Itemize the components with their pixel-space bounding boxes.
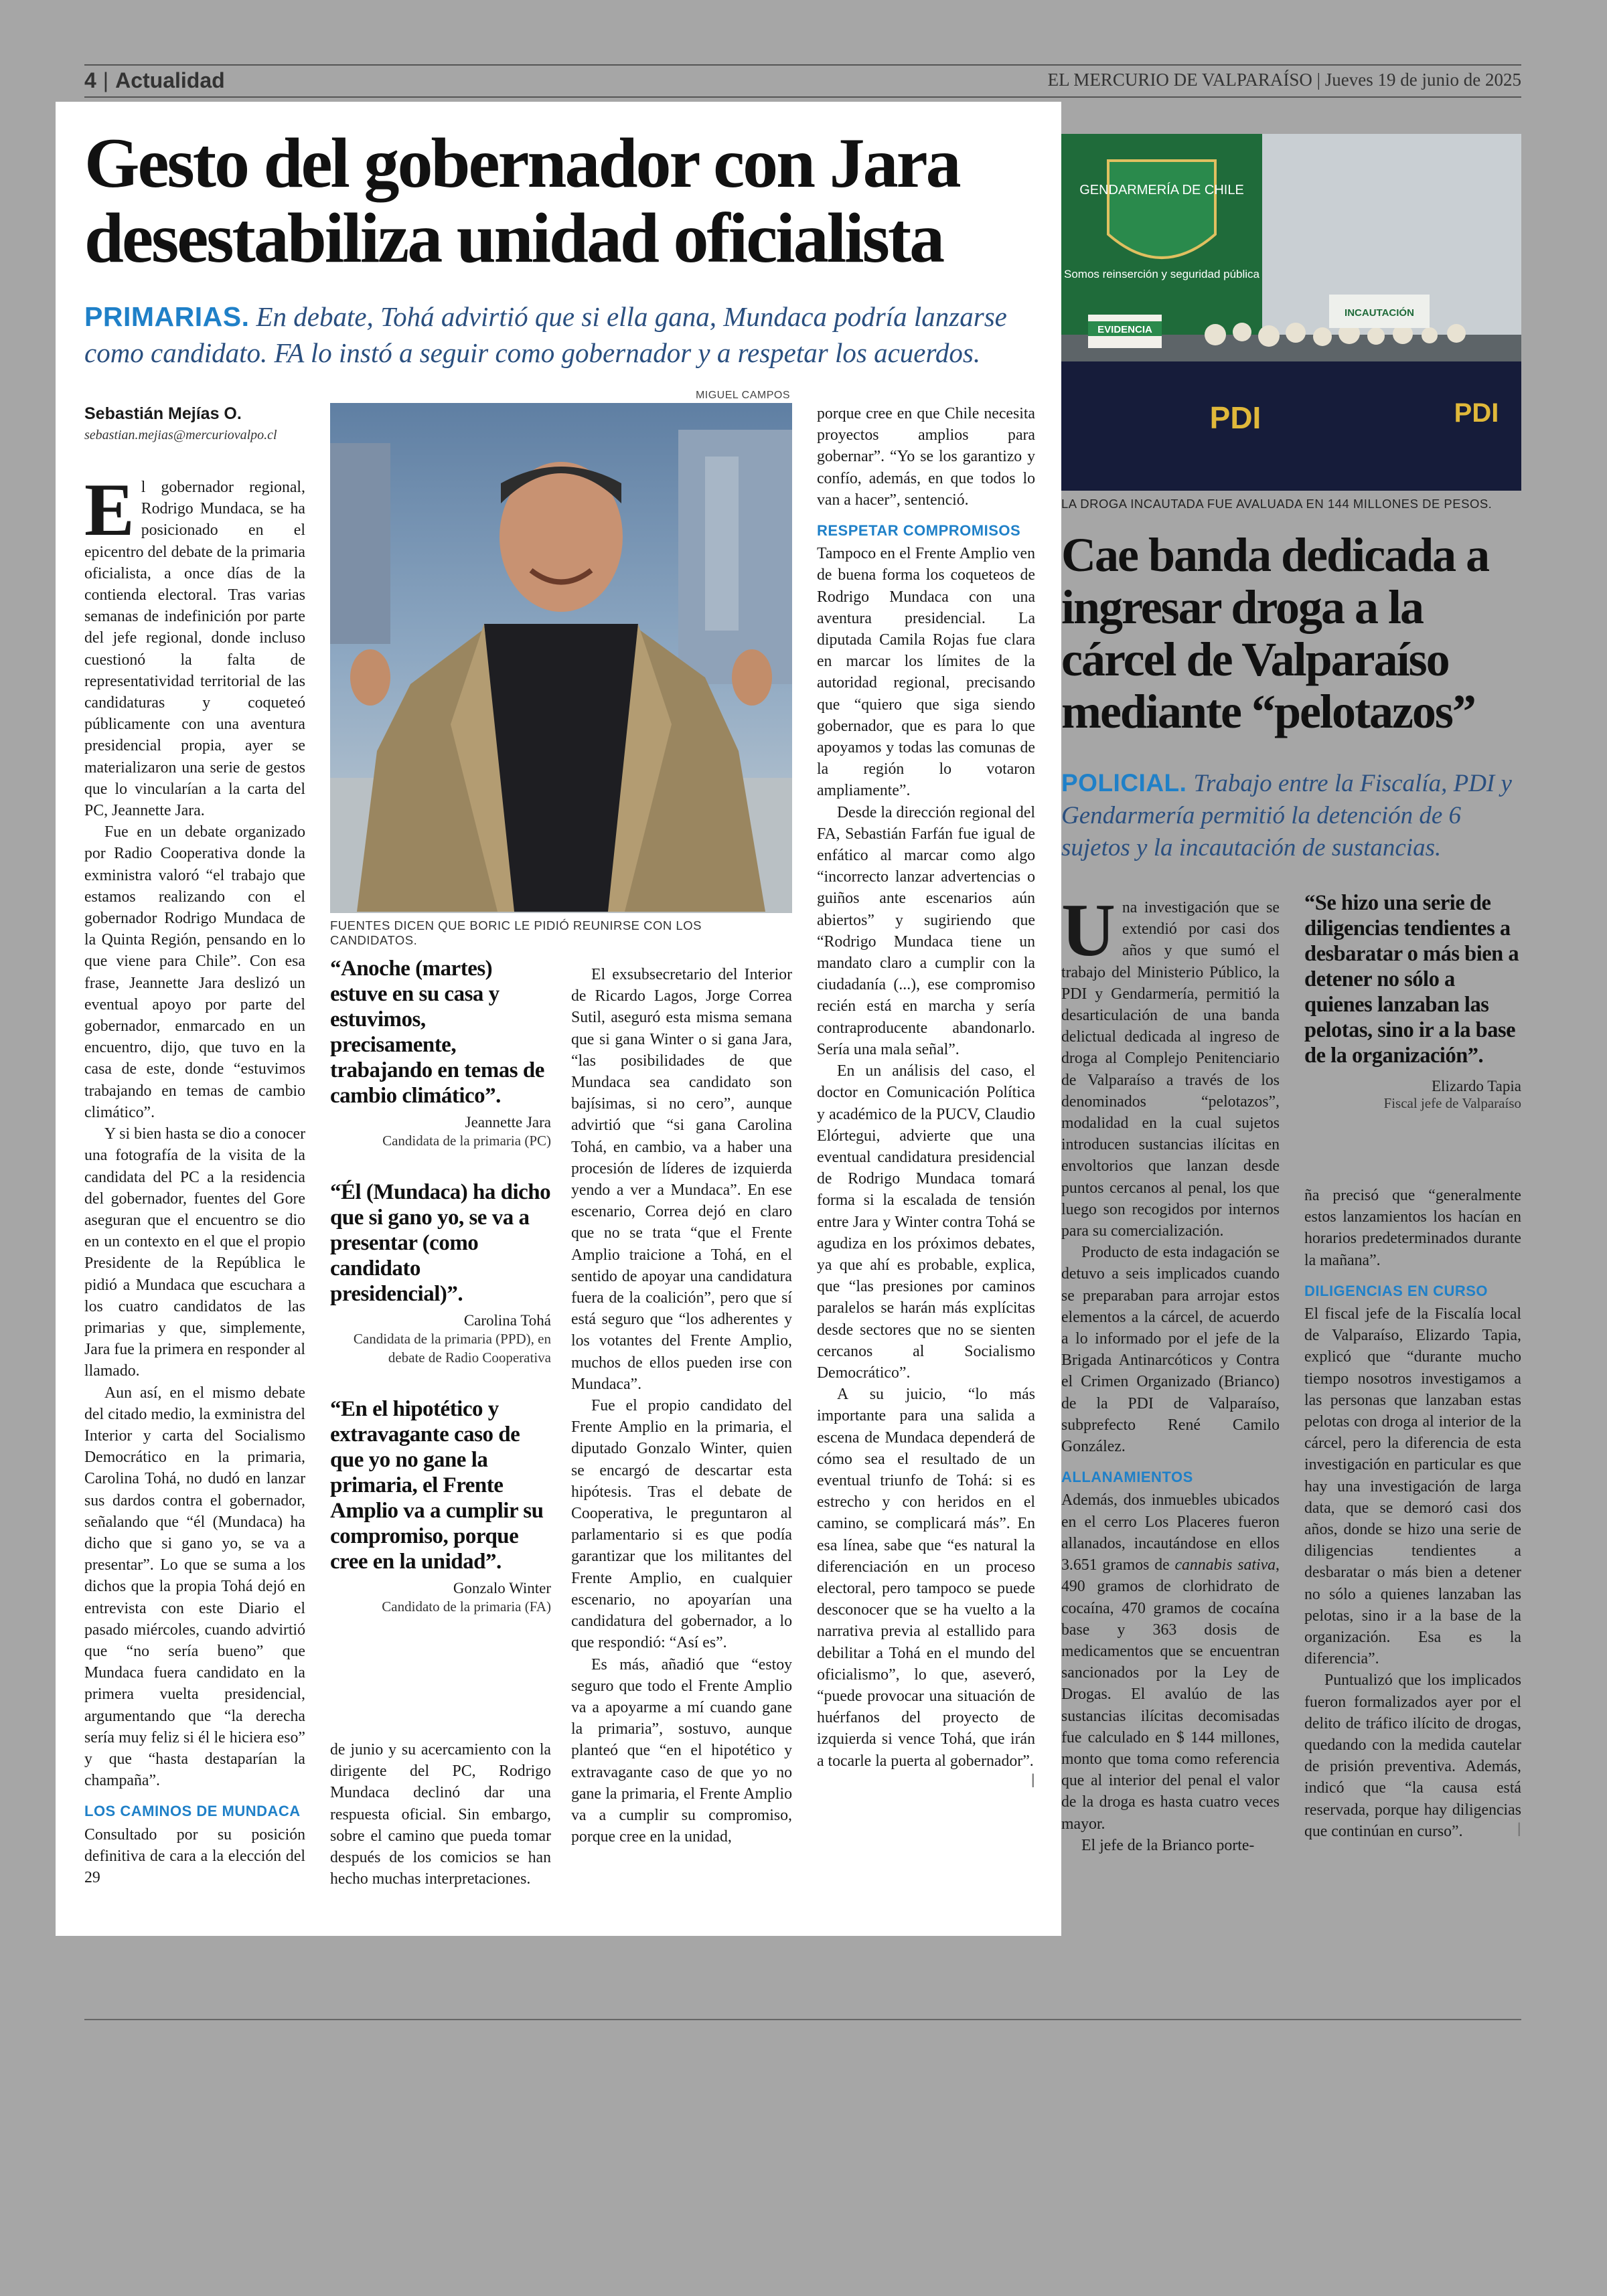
side-col2-paragraph [1304, 1669, 1521, 1842]
col1-p1-text: l gobernador regional, Rodrigo Mundaca, se ha posicionado en el epicentro del debate de la primaria oficialista, a once días de la contienda electoral. Tras varias semanas de indefinición por parte del jefe regional, donde incluso cuestionó la falta de representatividad territorial de las candidaturas y coqueteó públicamente con una aventura presidencial propia, ayer se materializaron una serie de gestos que lo vincularían a la carta del PC, Jeannette Jara. [84, 479, 305, 820]
col1-paragraph: Consultado por su posición definitiva de cara a la elección del 29 [84, 1825, 305, 1886]
quote-role: Candidata de la primaria (PC) [382, 1133, 551, 1149]
pull-quote [330, 1396, 551, 1616]
col3-paragraph: Fue el propio candidato del Frente Amplio en la primaria, el diputado Gonzalo Winter, quien se encargó de descartar esta hipótesis. Tras el debate de Cooperativa, le preguntaron al parlamentario si es que podía garantizar que los militantes del Frente Amplio, en cualquier escenario, no apoyarían una candidatura del gobernador, a lo que respondió: “Así es”. [571, 1397, 792, 1652]
pdi-logo-right: PDI [1454, 398, 1499, 428]
side-deck [1061, 767, 1521, 864]
subhead-los-caminos: LOS CAMINOS DE MUNDACA [84, 1803, 301, 1820]
byline-email: sebastian.mejias@mercuriovalpo.cl [84, 428, 277, 442]
side-col2-paragraph: ña precisó que “generalmente estos lanzamientos los hacían en horarios predeterminados durante la mañana”. [1304, 1187, 1521, 1269]
quote-name: Jeannette Jara [465, 1114, 551, 1131]
page-header [84, 64, 1521, 98]
quote-text: “Él (Mundaca) ha dicho que si gano yo, se va a presentar (como candidato presidencial)”. [330, 1180, 551, 1306]
end-mark-icon: ꟾ [1030, 1773, 1035, 1791]
quote-name: Carolina Tohá [463, 1312, 551, 1329]
quote-role: Candidato de la primaria (FA) [382, 1598, 551, 1615]
quote-text: “Anoche (martes) estuve en su casa y estuvimos, precisamente, trabajando en temas de cambio climático”. [330, 957, 544, 1108]
drugs-seizure-image [1061, 134, 1521, 491]
side-deck-kicker: POLICIAL. [1061, 769, 1187, 797]
subhead-allanamientos: ALLANAMIENTOS [1061, 1469, 1193, 1486]
col2-paragraph: de junio y su acercamiento con la dirigente del PC, Rodrigo Mundaca declinó dar una respuesta oficial. Sin embargo, sobre el camino que pueda tomar después de los comicios se han hecho muchas interpretaciones. [330, 1741, 551, 1888]
main-article-col4 [817, 403, 1035, 1793]
section-label [84, 68, 225, 93]
subhead-respetar-compromisos: RESPETAR COMPROMISOS [817, 522, 1021, 540]
side-col2-paragraph: El fiscal jefe de la Fiscalía local de Valparaíso, Elizardo Tapia, explicó que “durante mucho tiempo nosotros investigamos a las personas que lanzaban estas pelotas con droga al interior de la cárcel, pero la diferencia de esta investigación en particular es que hay una investigación de larga data, que se demoró casi dos años, donde se hizo una serie de diligencias tendientes a desbaratar o más bien a detener no sólo a quienes lanzaban las pelotas, sino ir a la base de la organización. Esa es la diferencia”. [1304, 1305, 1521, 1668]
main-deck-text: En debate, Tohá advirtió que si ella gana, Mundaca podría lanzarse como candidato. FA lo instó a seguir como gobernador y a respetar los acuerdos. [84, 301, 1007, 368]
side-deck-text: Trabajo entre la Fiscalía, PDI y Gendarmería permitió la detención de 6 sujetos y la incautación de sustancias. [1061, 770, 1512, 862]
col4-paragraph: Desde la dirección regional del FA, Sebastián Farfán fue igual de enfático al marcar como algo “incorrecto lanzar advertencias o guiños ante escenarios aún abiertos” y sugiriendo que “Rodrigo Mundaca tiene un mandato claro a cumplir con la ciudadanía (...), ese compromiso recién está en marcha y sería contraproducente abandonarlo. Sería una mala señal”. [817, 803, 1036, 1058]
side-quote-role: Fiscal jefe de Valparaíso [1383, 1095, 1521, 1111]
quote-name: Gonzalo Winter [453, 1580, 551, 1596]
side-col1-paragraph: El jefe de la Brianco porte- [1081, 1836, 1255, 1854]
main-article-col3 [571, 964, 792, 1848]
side-pull-quote [1304, 890, 1521, 1112]
col1-paragraph: Fue en un debate organizado por Radio Cooperativa donde la exministra valoró “el trabajo que estamos realizando con el gobernador Rodrigo Mundaca de la Quinta Región, pensando en lo que viene para Chile”. Con esa frase, Jeannette Jara deslizó un eventual apoyo por parte del gobernador, enmarcado en un encuentro, dijo, que tuvo en la casa de este, donde “estuvimos trabajando en temas de cambio climático”. [84, 823, 305, 1121]
side-col1-p3-pre: Además, dos inmuebles ubicados en el cerro Los Placeres fueron allanados, incautándose en ellos 3.651 gramos de [1061, 1491, 1280, 1574]
main-article-col2 [330, 1739, 551, 1890]
header-separator: | [102, 68, 109, 92]
col4-paragraph: porque cree en que Chile necesita proyectos amplios para gobernar”. “Yo se los garantizo y confío, además, en que todos lo van a hacer”, sentenció. [817, 405, 1035, 509]
side-col2-p3-text: Puntualizó que los implicados fueron formalizados ayer por el delito de tráfico ilícito de drogas, quedando con la medida cautelar de prisión preventiva. Además, indicó que “la causa está reservada, porque hay diligencias que continúan en curso”. [1304, 1671, 1521, 1840]
main-deck [84, 299, 1035, 371]
incautacion-tag: INCAUTACIÓN [1345, 307, 1414, 319]
subhead-diligencias: DILIGENCIAS EN CURSO [1304, 1282, 1488, 1299]
page-number: 4 [84, 68, 96, 92]
section-name: Actualidad [115, 68, 225, 92]
header-bottom-rule [84, 96, 1521, 98]
side-col1-paragraph [1061, 889, 1280, 1242]
side-dropcap: U [1061, 889, 1116, 972]
main-deck-kicker: PRIMARIAS. [84, 301, 250, 332]
side-article-col2 [1304, 1185, 1521, 1842]
col4-p5-text: A su juicio, “lo más importante para una salida a escena de Mundaca dependerá de cómo sea el resultado de un eventual triunfo de Tohá: si es estrecho y con heridos en el camino, se complicará más”. En esa línea, sabe que “es natural la diferenciación en un proceso electoral, pero tampoco se puede desconocer que se ha vuelto a la narrativa previa al estallido para debilitar a Tohá en el mundo del oficialismo”, lo que, aseveró, “puede provocar una situación de huérfanos del proyecto de izquierda si vence Tohá, que irán a tocarle la puerta al gobernador”. [817, 1386, 1035, 1770]
pull-quote [330, 956, 551, 1150]
byline [84, 404, 305, 443]
side-col1-p1-text: na investigación que se extendió por casi dos años y que sumó el trabajo del Ministerio Público, la PDI y Gendarmería, permitió la desarticulación de una banda delictual dedicada al ingreso de droga al Complejo Penitenciario de Valparaíso a través de los denominados “pelotazos”, modalidad en la cual sujetos introducen sustancias ilícitas en envoltorios que lanzan desde puntos cercanos al penal, los que luego son recogidos por internos para su comercialización. [1061, 899, 1280, 1240]
gendarmeria-label: GENDARMERÍA DE CHILE [1079, 183, 1244, 197]
photo-caption: FUENTES DICEN QUE BORIC LE PIDIÓ REUNIRSE CON LOS CANDIDATOS. [330, 918, 702, 947]
col3-paragraph: Es más, añadió que “estoy seguro que todo el Frente Amplio va a apoyarme a mí cuando gane la primaria”, sostuvo, aunque planteó que “en el hipotético y extravagante caso de que yo no gane la primaria, el Frente Amplio va a cumplir su compromiso, porque cree en la unidad, [571, 1655, 792, 1846]
page-bottom-rule [84, 2019, 1521, 2020]
col3-paragraph: El exsubsecretario del Interior de Ricardo Lagos, Jorge Correa Sutil, aseguró esta misma semana que si gana Winter o si gana Jara, “las posibilidades de que Mundaca sea candidato son bajísimas, si no cero”, aunque advirtió que “si gana Carolina Tohá, en cambio, va a haber una procesión de líderes de izquierda yendo a ver a Mundaca”. En ese escenario, Correa dejó en claro que no se trata “que el Frente Amplio traicione a Tohá, en el sentido de apoyar una candidatura fuera de la coalición”, pero que sí está seguro que “los adherentes y los votantes del Frente Amplio, muchos de ellos pueden irse con Mundaca”. [571, 966, 792, 1393]
evidence-tag: EVIDENCIA [1097, 324, 1152, 335]
col4-paragraph: En un análisis del caso, el doctor en Comunicación Política y académico de la PUCV, Claudio Elórtegui, advierte que una eventual candidatura presidencial de Rodrigo Mundaca tomará forma si la escalada de tensión entre Jara y Winter contra Tohá se agudiza en los próximos debates, ya que ahí es probable, explica, que “las presiones por caminos paralelos se harán más explícitas desde sectores que no se sienten cercanos al Socialismo Democrático”. [817, 1062, 1035, 1382]
byline-name: Sebastián Mejías O. [84, 404, 242, 423]
publication-date: EL MERCURIO DE VALPARAÍSO | Jueves 19 de junio de 2025 [1047, 70, 1521, 90]
quote-role: Candidata de la primaria (PPD), en debate de Radio Cooperativa [353, 1331, 551, 1366]
col1-paragraph: Aun así, en el mismo debate del citado medio, la exministra del Interior y carta del Socialismo Democrático en la primaria, Carolina Tohá, no dudó en lanzar sus dardos contra el gobernador, señalando que “él (Mundaca) ha dicho que si gano yo, se va a presentar”. Lo que se suma a los dichos que la propia Tohá dejó en entrevista con este Diario el pasado miércoles, cuando advirtió que “no sería bueno” que Mundaca fuera candidato en la primera vuelta presidencial, argumentando que “la derecha sería muy feliz si él le hiciera eso” y que “hasta destaparían la champaña”. [84, 1384, 305, 1790]
side-col1-p3-post: , 490 gramos de clorhidrato de cocaína, 470 gramos de cocaína base y 363 dosis de medicamentos que se encuentran sancionados por la Ley de Drogas. El avalúo de las sustancias ilícitas decomisadas fue calculado en $ 144 millones, monto que toma como referencia que al interior del penal el valor de la droga es hasta cuatro veces mayor. [1061, 1556, 1280, 1833]
side-headline: Cae banda dedicada a ingresar droga a la cárcel de Valparaíso mediante “pelotazos” [1061, 528, 1489, 738]
dropcap: E [84, 469, 135, 552]
governor-photo [330, 403, 792, 913]
col4-paragraph: Tampoco en el Frente Amplio ven de buena forma los coqueteos de Rodrigo Mundaca con una aventura presidencial. La diputada Camila Rojas fue clara en marcar los límites de la autoridad regional, precisando que “quiero que siga siendo gobernador, que es para lo que apoyamos y todas las comunas de la región lo votaron ampliamente”. [817, 545, 1035, 800]
side-photo-caption: LA DROGA INCAUTADA FUE AVALUADA EN 144 MILLONES DE PESOS. [1061, 497, 1493, 511]
side-col1-paragraph: Producto de esta indagación se detuvo a seis implicados cuando se preparaban para arrojar estos elementos a la cárcel, de acuerdo a lo informado por el jefe de la Brigada Antinarcóticos y Contra el Crimen Organizado (Brianco) de la PDI de Valparaíso, subprefecto René Camilo González. [1061, 1244, 1280, 1456]
side-quote-name: Elizardo Tapia [1432, 1078, 1521, 1094]
col1-paragraph [84, 469, 305, 821]
col4-paragraph [817, 1384, 1035, 1791]
side-col1-p3-italic: cannabis sativa [1174, 1556, 1276, 1574]
photo-credit: MIGUEL CAMPOS [695, 390, 790, 401]
gendarmeria-slogan: Somos reinserción y seguridad pública [1064, 268, 1259, 280]
governor-photo-image [330, 403, 792, 913]
side-col1-paragraph [1061, 1489, 1280, 1834]
pull-quotes [330, 956, 551, 1645]
side-end-mark-icon: ꟾ [1517, 1822, 1521, 1839]
col1-paragraph: Y si bien hasta se dio a conocer una fotografía de la visita de la candidata del PC a la residencia del gobernador, fuentes del Gore aseguran que el encuentro se dio en un contexto en el que el propio Presidente de la República le pidió a Mundaca que escuchara a los cuatro candidatos de las primarias y que, simplemente, Jara fue la primera en responder al llamado. [84, 1125, 305, 1380]
side-quote-text: “Se hizo una serie de diligencias tendientes a desbaratar o más bien a detener no sólo a quienes lanzaban las pelotas, sino ir a la base de la organización”. [1304, 891, 1519, 1068]
pdi-logo-center: PDI [1209, 400, 1261, 435]
main-article-col1 [84, 469, 305, 1888]
pull-quote [330, 1179, 551, 1367]
quote-text: “En el hipotético y extravagante caso de que yo no gane la primaria, el Frente Amplio va a cumplir su compromiso, porque cree en la unidad”. [330, 1397, 544, 1574]
drugs-seizure-photo [1061, 134, 1521, 491]
header-top-rule [84, 64, 1521, 66]
main-headline: Gesto del gobernador con Jara desestabiliza unidad oficialista [84, 124, 960, 277]
side-article-col1 [1061, 889, 1280, 1856]
